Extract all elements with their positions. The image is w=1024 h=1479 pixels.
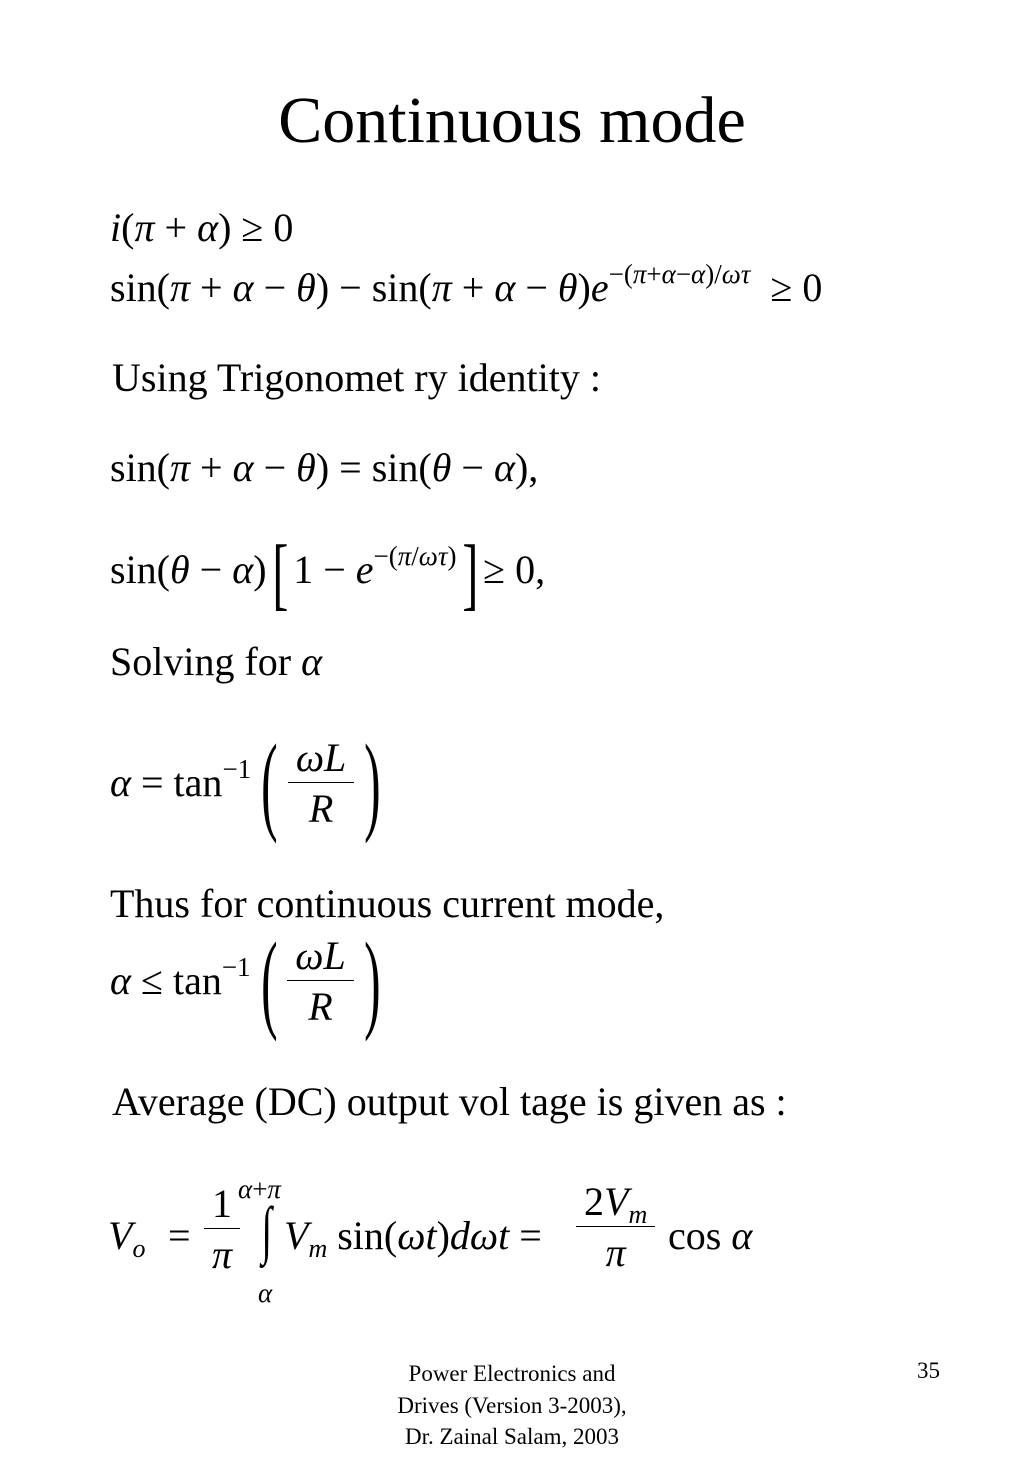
footer-line-2: Drives (Version 3-2003), <box>397 1392 627 1418</box>
footer-citation <box>362 1358 662 1453</box>
slide-title: Continuous mode <box>278 84 746 157</box>
text-solving-for: Solving for α <box>110 639 323 684</box>
footer-line-1: Power Electronics and <box>408 1361 616 1386</box>
footer-line-3: Dr. Zainal Salam, 2003 <box>405 1424 619 1450</box>
equation-current-condition: i(π + α) ≥ 0 <box>110 205 294 250</box>
text-average-output: Average (DC) output vol tage is given as : <box>112 1079 787 1124</box>
equation-alpha: $\alpha = \tan^{-1}$( $\frac{\omega L}{R}$ ) <box>110 722 381 844</box>
text-trig-identity: Using Trigonomet ry identity : <box>112 355 601 400</box>
page-number: 35 <box>917 1358 940 1383</box>
equation-identity: sin(π + α − θ) = sin(θ − α), <box>110 445 539 490</box>
equation-sine-expansion: $\sin(\pi + \alpha - \theta) - \sin(\pi + \alpha - \theta)e^{-(\pi+\alpha-\alpha)/\omega\tau} \ge 0$ <box>110 259 823 310</box>
equation-alpha-condition: $\alpha \le \tan^{-1}$( $\frac{\omega L}{R}$ ) <box>110 920 381 1042</box>
equation-reduced: sin(θ − α)[ $1 - e^{-(\pi/\omega\tau)}] \ge 0$, <box>110 530 546 618</box>
text-thus-continuous: Thus for continuous current mode, <box>110 881 665 926</box>
